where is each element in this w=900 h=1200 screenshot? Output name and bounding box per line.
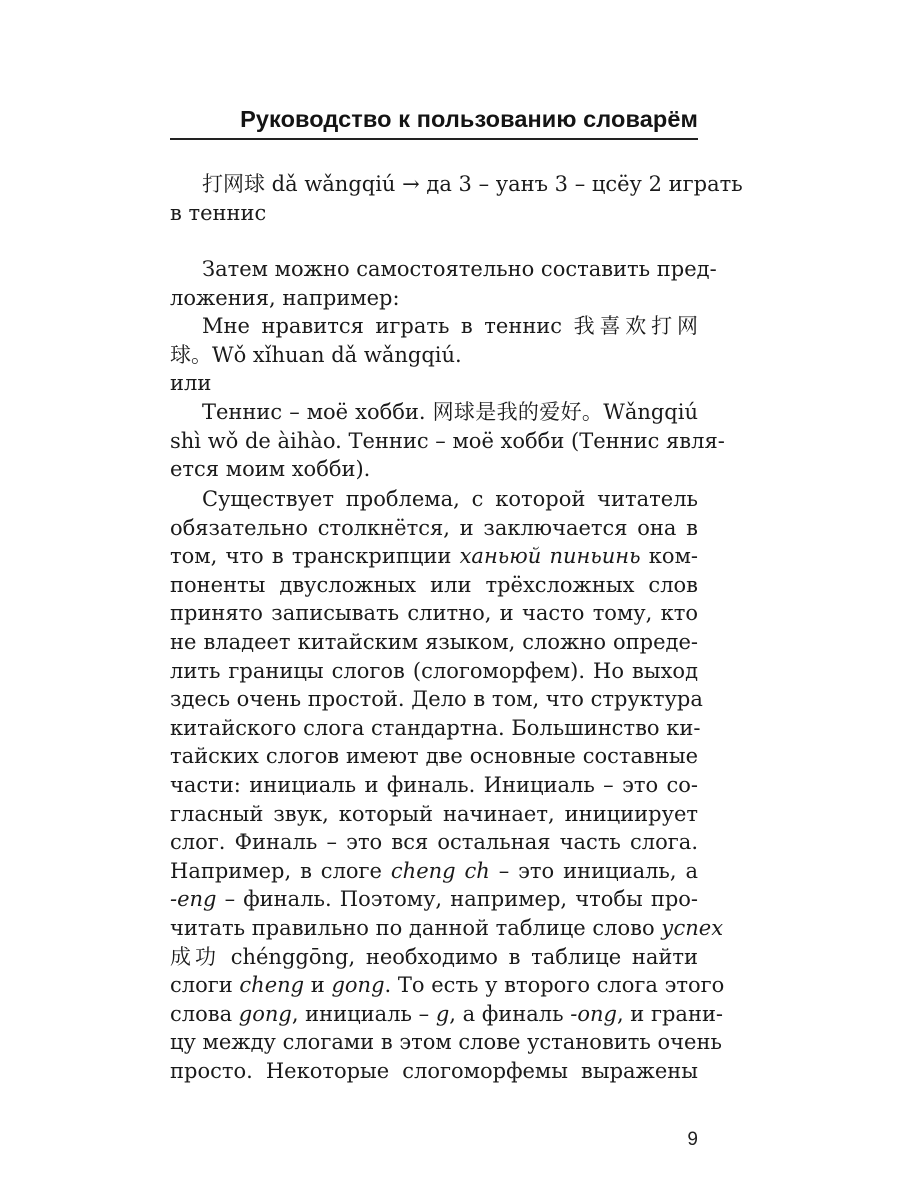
text-line: просто. Некоторые слогоморфемы выражены — [170, 1058, 698, 1083]
page-number: 9 — [687, 1129, 698, 1150]
text-line: здесь очень простой. Дело в том, что структура — [170, 687, 703, 712]
text-line: Существует проблема, с которой читатель — [202, 487, 698, 511]
running-head: Руководство к пользованию словарём — [240, 106, 698, 132]
text-line: или — [170, 371, 212, 396]
text-line: принято записывать слитно, и часто тому, кто — [170, 601, 698, 626]
example-entry — [170, 170, 743, 227]
text-line: части: инициаль и финаль. Инициаль – это со- — [170, 772, 698, 797]
text-line: лить границы слогов (слогоморфем). Но выход — [170, 658, 698, 683]
text-line: слог. Финаль – это вся остальная часть слога. — [170, 830, 698, 855]
example-line-1: 打网球 dǎ wǎngqiú → да 3 – уанъ 3 – цсёу 2 играть — [202, 172, 743, 196]
text-line: -eng – финаль. Поэтому, например, чтобы про- — [170, 887, 698, 912]
text-line: Мне нравится играть в теннис 我喜欢打网 — [202, 314, 698, 339]
text-line: Например, в слоге cheng ch – это инициаль, а — [170, 858, 698, 883]
text-line: слоги cheng и gong. То есть у второго слога этого — [170, 973, 725, 998]
text-line: том, что в транскрипции ханьюй пиньинь ком- — [170, 544, 698, 569]
text-line: обязательно столкнётся, и заключается она в — [170, 515, 698, 540]
text-line: читать правильно по данной таблице слово успех — [170, 915, 724, 940]
text-line: 球。Wǒ xǐhuan dǎ wǎngqiú. — [170, 342, 462, 367]
text-line: ется моим хобби). — [170, 457, 371, 482]
text-line: китайского слога стандартна. Большинство ки- — [170, 715, 701, 740]
text-line: 成功 chénggōng, необходимо в таблице найти — [170, 944, 698, 969]
header-rule — [170, 138, 698, 140]
sentences-paragraph — [170, 255, 725, 484]
text-line: Затем можно самостоятельно составить пред- — [202, 257, 717, 281]
text-line: гласный звук, который начинает, инициирует — [170, 801, 698, 826]
text-line: ложения, например: — [170, 285, 400, 310]
text-line: поненты двусложных или трёхсложных слов — [170, 572, 698, 597]
example-line-2: в теннис — [170, 200, 267, 225]
text-line: цу между слогами в этом слове установить очень — [170, 1030, 722, 1055]
text-line: не владеет китайским языком, сложно опреде- — [170, 629, 698, 654]
text-line: shì wǒ de àihào. Теннис – моё хобби (Теннис явля- — [170, 428, 725, 453]
text-line: Теннис – моё хобби. 网球是我的爱好。Wǎngqiú — [202, 399, 698, 424]
text-line: тайских слогов имеют две основные составные — [170, 744, 698, 769]
main-paragraph — [170, 485, 725, 1085]
text-line: слова gong, инициаль – g, а финаль -ong, и грани- — [170, 1001, 724, 1026]
